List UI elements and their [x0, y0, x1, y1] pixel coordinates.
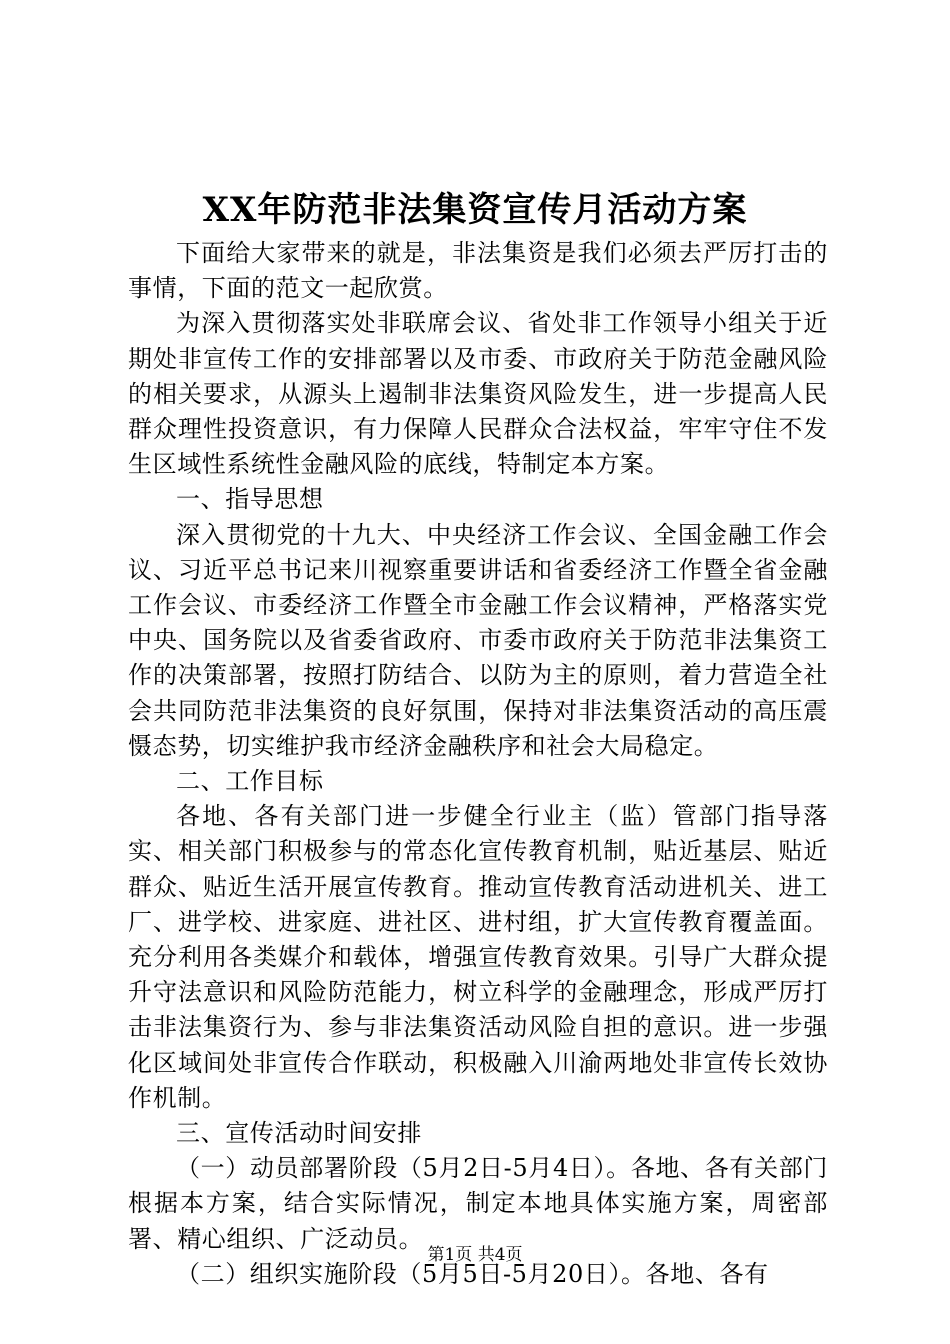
- section-heading-guiding-ideology: 一、指导思想: [176, 485, 324, 514]
- section-heading-work-goals: 二、工作目标: [176, 767, 324, 796]
- intro-paragraph: 下面给大家带来的就是，非法集资是我们必须去严厉打击的事情，下面的范文一起欣赏。: [128, 239, 828, 303]
- document-body: [128, 236, 828, 1292]
- page-number-footer: 第1页 共4页: [427, 1245, 523, 1265]
- guiding-ideology-paragraph: 深入贯彻党的十九大、中央经济工作会议、全国金融工作会议、习近平总书记来川视察重要讲话和省委经济工作暨全省金融工作会议、市委经济工作暨全市金融工作会议精神，严格落实党中央、国务院以及省委省政府、市委市政府关于防范非法集资工作的决策部署，按照打防结合、以防为主的原则，着力营造全社会共同防范非法集资的良好氛围，保持对非法集资活动的高压震慑态势，切实维护我市经济金融秩序和社会大局稳定。: [128, 520, 828, 760]
- document-title: XX年防范非法集资宣传月活动方案: [202, 190, 748, 230]
- schedule-phase-1-paragraph: （一）动员部署阶段（5月2日-5月4日）。各地、各有关部门根据本方案，结合实际情况，制定本地具体实施方案，周密部署、精心组织、广泛动员。: [128, 1154, 828, 1253]
- work-goals-paragraph: 各地、各有关部门进一步健全行业主（监）管部门指导落实、相关部门积极参与的常态化宣传教育机制，贴近基层、贴近群众、贴近生活开展宣传教育。推动宣传教育活动进机关、进工厂、进学校、进家庭、进社区、进村组，扩大宣传教育覆盖面。充分利用各类媒介和载体，增强宣传教育效果。引导广大群众提升守法意识和风险防范能力，树立科学的金融理念，形成严厉打击非法集资行为、参与非法集资活动风险自担的意识。进一步强化区域间处非宣传合作联动，积极融入川渝两地处非宣传长效协作机制。: [128, 802, 828, 1112]
- purpose-paragraph: 为深入贯彻落实处非联席会议、省处非工作领导小组关于近期处非宣传工作的安排部署以及市委、市政府关于防范金融风险的相关要求，从源头上遏制非法集资风险发生，进一步提高人民群众理性投资意识，有力保障人民群众合法权益，牢牢守住不发生区域性系统性金融风险的底线，特制定本方案。: [128, 309, 828, 479]
- section-heading-schedule: 三、宣传活动时间安排: [176, 1119, 422, 1148]
- schedule-phase-2-paragraph: （二）组织实施阶段（5月5日-5月20日）。各地、各有: [176, 1259, 769, 1288]
